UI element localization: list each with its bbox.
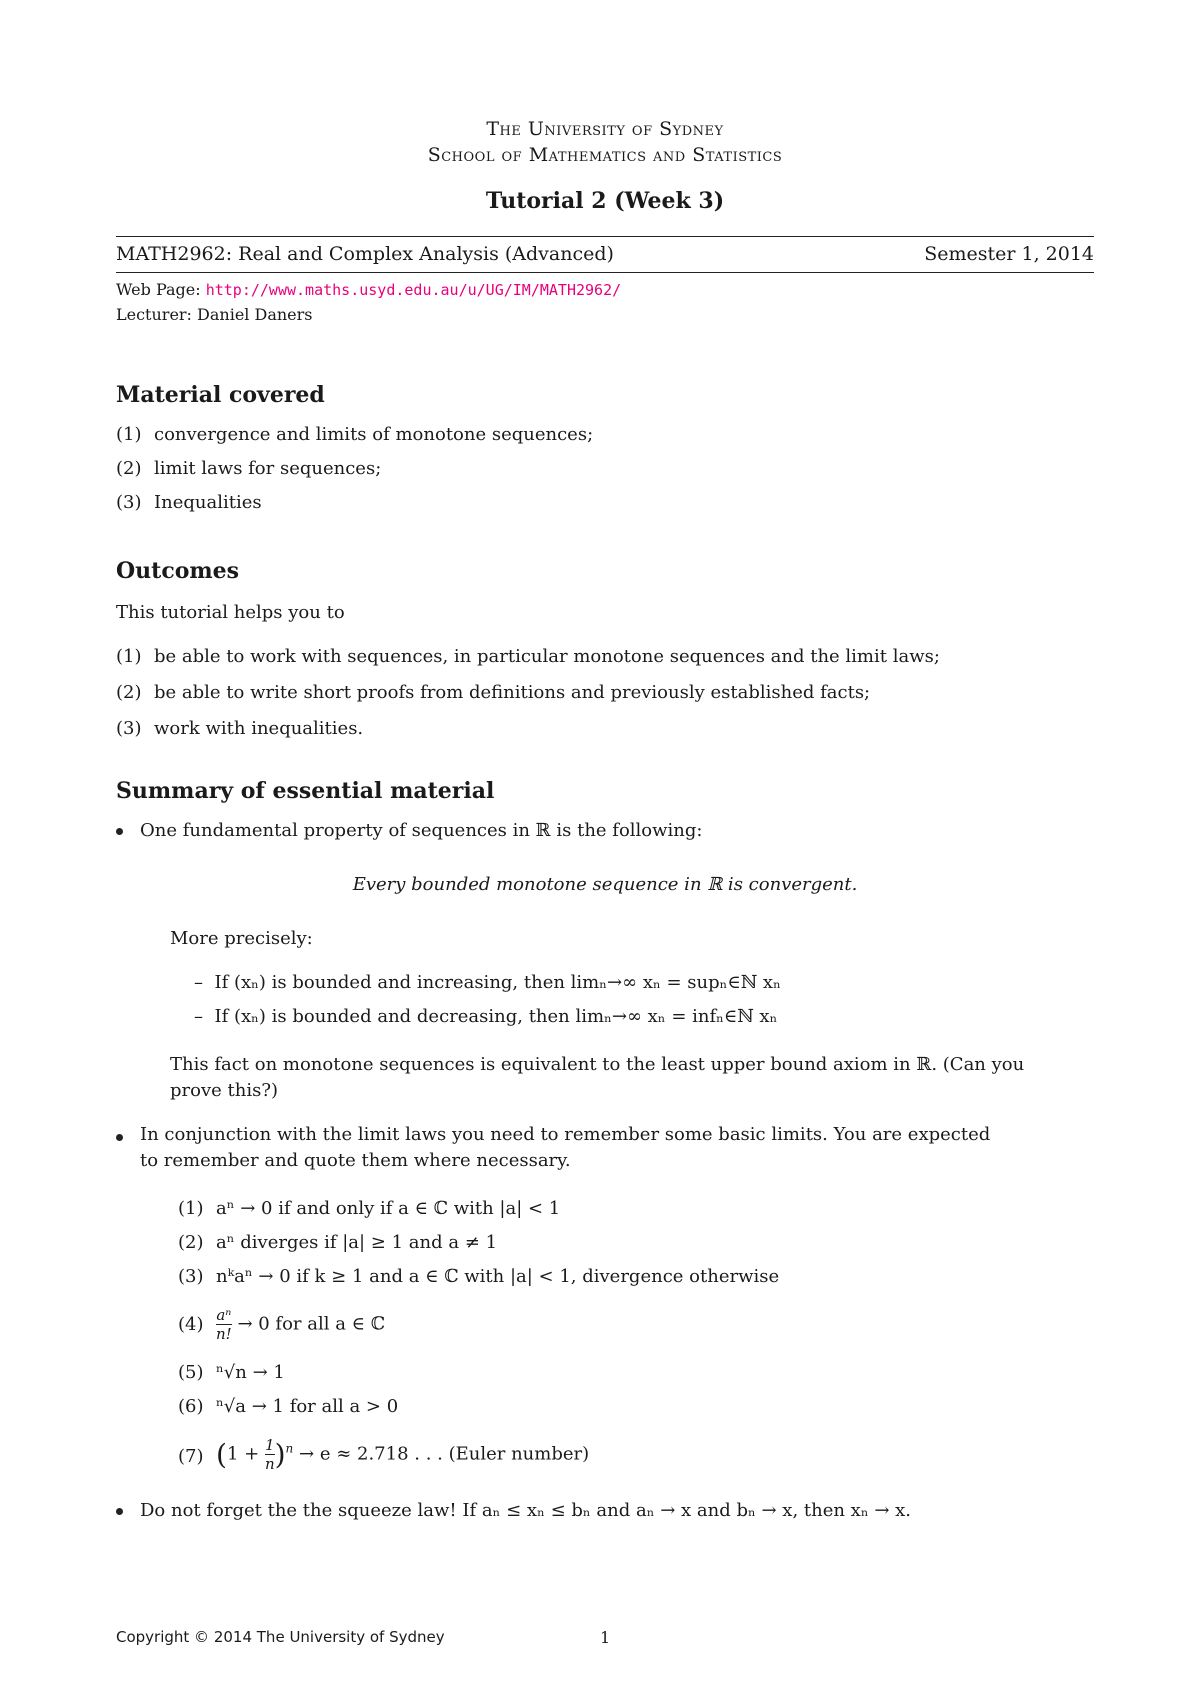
school-name: School of Mathematics and Statistics: [427, 144, 783, 166]
bottom-rule: [116, 272, 1094, 273]
fraction: $\frac{1}{n}$: [264, 1436, 275, 1473]
fact-paragraph: This fact on monotone sequences is equivalent to the least upper bound axiom in ℝ. (Can you prove this?): [170, 1054, 1025, 1101]
bullet-dot-icon: [116, 828, 123, 835]
dash-icon: –: [194, 1006, 215, 1027]
dash-item-decreasing: – If (xₙ) is bounded and decreasing, then limₙ→∞ xₙ = infₙ∈ℕ xₙ: [194, 1006, 778, 1027]
web-page-line: [116, 280, 621, 299]
material-heading: Material covered: [116, 382, 325, 408]
page-number: 1: [600, 1628, 611, 1647]
lecturer-line: Lecturer: Daniel Daners: [116, 305, 313, 324]
web-page-label: Web Page:: [116, 280, 201, 299]
summary-heading: Summary of essential material: [116, 778, 495, 804]
university-name: The University of Sydney: [486, 118, 724, 140]
bullet-dot-icon: [116, 1134, 123, 1141]
summary-bullet-2: In conjunction with the limit laws you need to remember some basic limits. You are expected to remember and quote them where necessary.: [140, 1126, 1094, 1178]
copyright-footer: Copyright © 2014 The University of Sydney: [116, 1628, 445, 1646]
tutorial-page: The University of Sydney School of Mathematics and Statistics Tutorial 2 (Week 3) MATH2962: Real and Complex Analysis (Advanced) Semester 1, 2014 Web Page: http://www.maths.usyd.edu.au/u/UG/IM/MATH2962/ Lecturer: Daniel Daners Material covered (1) convergence and limits of monotone sequences; (2) limit laws for sequences; (3) Inequalities Outcomes This tutorial helps you to (1) be able to work with sequences, in particular monotone sequences and the limit laws; (2) be able to write short proofs from definitions and previously established facts; (3) work with inequalities. Summary of essential material One fundamental property of sequences in ℝ is the following: Every bounded monotone sequence in ℝ is convergent. More precisely: – If (xₙ) is bounded and increasing, then limₙ→∞ xₙ = supₙ∈ℕ xₙ – If (xₙ) is bounded and decreasing, then limₙ→∞ xₙ = infₙ∈ℕ xₙ This fact on monotone sequences is equivalent to the least upper bound axiom in ℝ. (Can you prove this?) In conjunction with the limit laws you need to remember some basic limits. You are expected to remember and quote them where necessary. (1) aⁿ → 0 if and only if a ∈ ℂ with |a| < 1 (2) aⁿ diverges if |a| ≥ 1 and a ≠ 1 (3) nᵏaⁿ → 0 if k ≥ 1 and a ∈ ℂ with |a| < 1, divergence otherwise (4) $\frac{\text{aⁿ}}{n!}$ → 0 for all a ∈ ℂ (5) ⁿ√n → 1 (6) ⁿ√a → 1 for all a > 0 (7) (1 + $\frac{1}{n}$ )$^n$ → e ≈ 2.718 . . . (Euler number) Do not forget the the squeeze law! If aₙ ≤ xₙ ≤ bₙ and aₙ → x and bₙ → x, then xₙ → x. Copyright © 2014 The University of Sydney 1: [116, 118, 1094, 1647]
more-precisely: More precisely:: [170, 928, 313, 949]
course-name: MATH2962: Real and Complex Analysis (Advanced): [116, 243, 614, 265]
outcomes-heading: Outcomes: [116, 558, 240, 584]
dash-icon: –: [194, 972, 215, 993]
semester-label: Semester 1, 2014: [924, 243, 1094, 265]
dash-item-increasing: – If (xₙ) is bounded and increasing, then limₙ→∞ xₙ = supₙ∈ℕ xₙ: [194, 972, 781, 993]
theorem-statement: Every bounded monotone sequence in ℝ is convergent.: [352, 874, 858, 895]
page-title: Tutorial 2 (Week 3): [485, 188, 725, 214]
bullet-dot-icon: [116, 1508, 123, 1515]
fraction: $\frac{\text{aⁿ}}{n!}$: [216, 1306, 232, 1343]
outcomes-intro: This tutorial helps you to: [116, 602, 345, 623]
web-page-link[interactable]: http://www.maths.usyd.edu.au/u/UG/IM/MATH2962/: [205, 281, 622, 299]
summary-bullet-3: Do not forget the the squeeze law! If aₙ ≤ xₙ ≤ bₙ and aₙ → x and bₙ → x, then xₙ → x.: [140, 1500, 911, 1521]
top-rule: [116, 236, 1094, 237]
summary-bullet-1: One fundamental property of sequences in ℝ is the following:: [140, 820, 702, 841]
